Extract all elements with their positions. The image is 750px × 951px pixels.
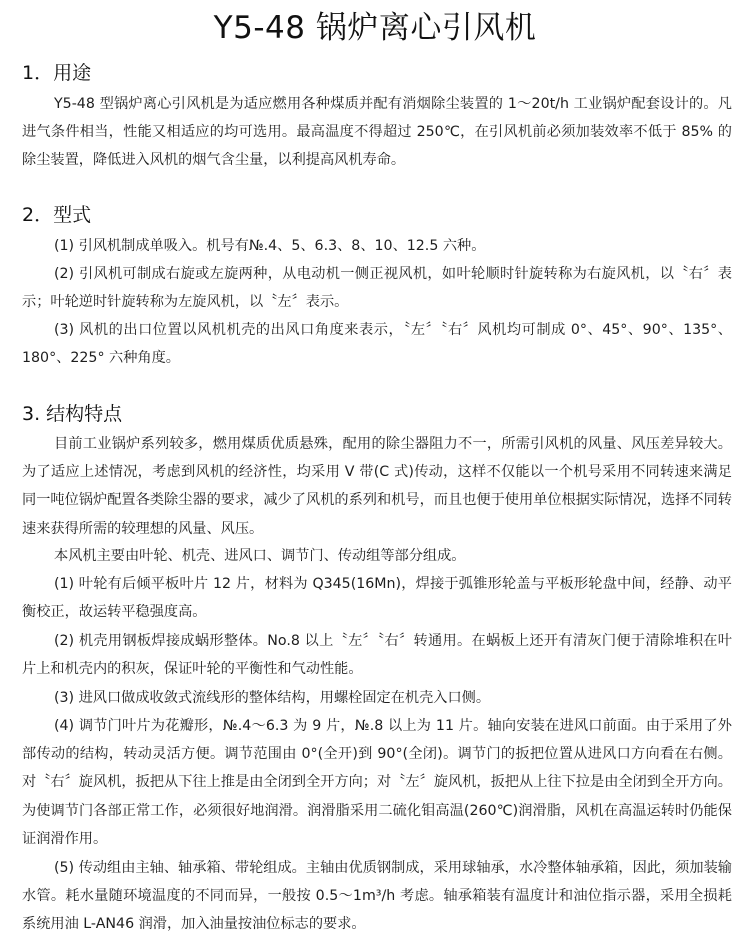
structure-item-casing: (2) 机壳用钢板焊接成蜗形整体。No.8 以上〝左〞〝右〞转通用。在蜗板上还开有清灰门便于清除堆积在叶片上和机壳内的积灰，保证叶轮的平衡性和气动性能。: [22, 633, 732, 678]
structure-item-impeller: (1) 叶轮有后倾平板叶片 12 片，材料为 Q345(16Mn)，焊接于弧锥形轮盖与平板形轮盘中间，经静、动平衡校正，故运转平稳强度高。: [22, 576, 732, 621]
document-title: Y5-48 锅炉离心引风机: [213, 10, 537, 46]
type-item-3: (3) 风机的出口位置以风机机壳的出风口角度来表示，〝左〞〝右〞风机均可制成 0°、45°、90°、135°、180°、225° 六种角度。: [22, 322, 732, 367]
structure-components-paragraph: 本风机主要由叶轮、机壳、进风口、调节门、传动组等部分组成。: [54, 548, 466, 564]
structure-item-transmission: (5) 传动组由主轴、轴承箱、带轮组成。主轴由优质钢制成，采用球轴承，水冷整体轴承箱，因此，须加装输水管。耗水量随环境温度的不同而异，一般按 0.5～1m³/h 考虑。轴承箱装有温度计和油位指示器，采用全损耗系统用油 L-AN46 润滑，加入油量按油位标志的要求。: [22, 860, 732, 933]
structure-intro-paragraph: 目前工业锅炉系列较多，燃用煤质优质悬殊，配用的除尘器阻力不一，所需引风机的风量、风压差异较大。为了适应上述情况，考虑到风机的经济性，均采用 V 带(C 式)传动，这样不仅能以一个机号采用不同转速来满足同一吨位锅炉配置各类除尘器的要求，减少了风机的系列和机号，而且也便于使用单位根据实际情况，选择不同转速来获得所需的较理想的风量、风压。: [22, 436, 732, 537]
section-heading-structure: 3. 结构特点: [22, 403, 123, 425]
usage-paragraph: Y5-48 型锅炉离心引风机是为适应燃用各种煤质并配有消烟除尘装置的 1～20t/h 工业锅炉配套设计的。凡进气条件相当，性能又相适应的均可选用。最高温度不得超过 250℃，在引风机前必须加装效率不低于 85% 的除尘装置，降低进入风机的烟气含尘量，以利提高风机寿命。: [22, 96, 732, 169]
type-item-2: (2) 引风机可制成右旋或左旋两种，从电动机一侧正视风机，如叶轮顺时针旋转称为右旋风机，以〝右〞表示；叶轮逆时针旋转称为左旋风机，以〝左〞表示。: [22, 266, 732, 311]
section-heading-usage: 1．用途: [22, 62, 92, 84]
type-item-1: (1) 引风机制成单吸入。机号有№.4、5、6.3、8、10、12.5 六种。: [54, 238, 486, 254]
section-heading-type: 2．型式: [22, 204, 92, 226]
structure-item-damper: (4) 调节门叶片为花瓣形，№.4～6.3 为 9 片，№.8 以上为 11 片。轴向安装在进风口前面。由于采用了外部传动的结构，转动灵活方便。调节范围由 0°(全开)到 90°(全闭)。调节门的扳把位置从进风口方向看在右侧。对〝右〞旋风机，扳把从下往上推是由全闭到全开方向；对〝左〞旋风机，扳把从上往下拉是由全闭到全开方向。为使调节门各部正常工作，必须很好地润滑。润滑脂采用二硫化钼高温(260℃)润滑脂，风机在高温运转时仍能保证润滑作用。: [22, 718, 732, 847]
structure-item-inlet: (3) 进风口做成收敛式流线形的整体结构，用螺栓固定在机壳入口侧。: [54, 690, 491, 706]
